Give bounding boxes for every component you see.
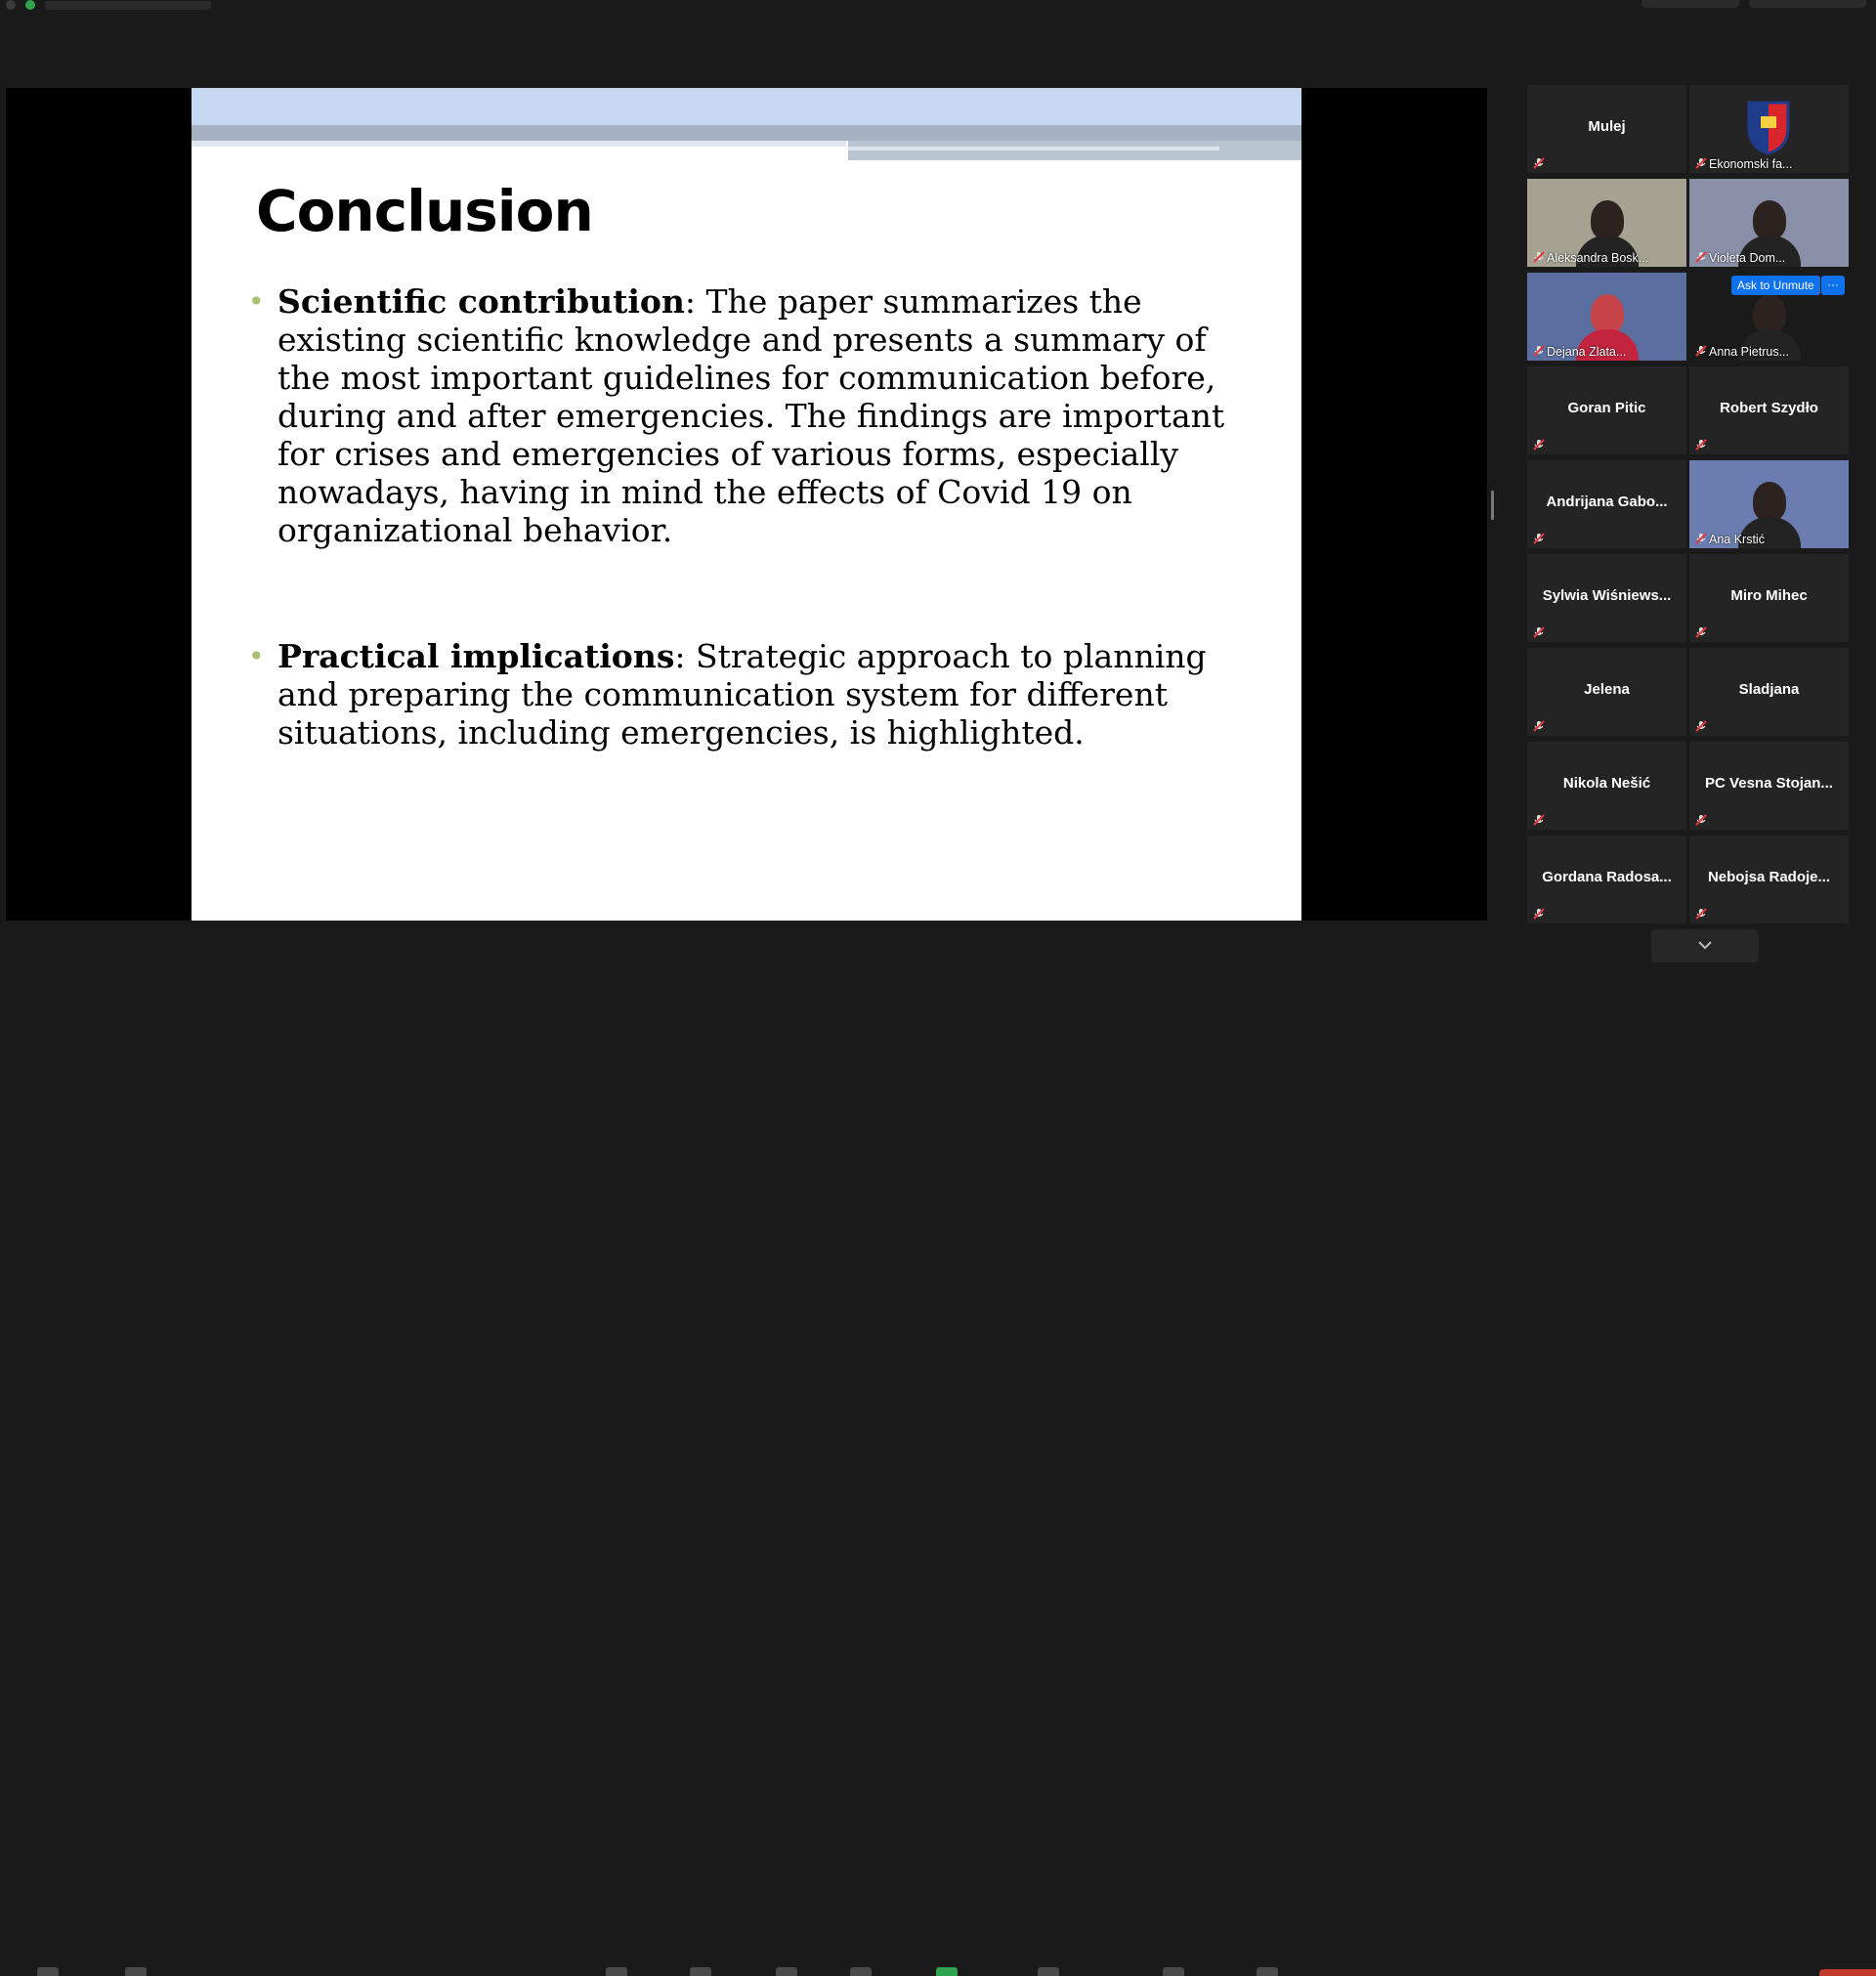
chevron-down-icon xyxy=(1651,929,1759,963)
participant-name: Nikola Nešić xyxy=(1562,775,1651,792)
more-options-button[interactable]: ··· xyxy=(1821,276,1845,295)
muted-mic-icon xyxy=(1694,156,1708,170)
participant-tile[interactable] xyxy=(1527,836,1686,924)
participant-label: Anna Pietrus... xyxy=(1709,345,1789,359)
faculty-crest-icon xyxy=(1743,99,1794,155)
bullet-icon: • xyxy=(248,640,265,672)
muted-mic-icon xyxy=(1532,532,1546,545)
participant-silhouette xyxy=(1753,200,1786,239)
bullet-scientific-contribution xyxy=(248,282,1235,549)
meeting-toolbar xyxy=(0,982,1876,994)
participant-label: Ekonomski fa... xyxy=(1709,157,1793,171)
muted-mic-icon xyxy=(1532,250,1546,264)
speaker-view-button[interactable] xyxy=(1642,0,1739,8)
muted-mic-icon xyxy=(1694,719,1708,733)
exit-full-screen-button[interactable] xyxy=(1749,0,1866,8)
bullet-icon: • xyxy=(248,285,265,318)
shared-screen xyxy=(6,88,1487,921)
bullet-text: : The paper summarizes the existing scientific knowledge and presents a summary of the most important guidelines for communication before, during and after emergencies. The findings are important for crises and emergencies of various forms, especially nowadays, having in mind the effects of Covid 19 on organizational behavior. xyxy=(277,282,1225,549)
reactions-icon[interactable] xyxy=(1257,1967,1278,1976)
participant-silhouette xyxy=(1753,294,1786,333)
muted-mic-icon xyxy=(1694,625,1708,639)
participant-silhouette xyxy=(1591,200,1624,239)
participant-label: Ana Krstić xyxy=(1709,533,1765,546)
participant-tile[interactable] xyxy=(1689,648,1849,736)
muted-mic-icon xyxy=(1694,813,1708,827)
slide-header-highlight xyxy=(848,147,1219,150)
participant-tile[interactable] xyxy=(1527,742,1686,830)
participant-tile[interactable] xyxy=(1689,366,1849,454)
participant-tile[interactable] xyxy=(1527,648,1686,736)
top-left-controls xyxy=(6,0,211,10)
top-right-controls xyxy=(1642,0,1866,8)
participant-tile[interactable] xyxy=(1689,836,1849,924)
participants-icon[interactable] xyxy=(690,1967,711,1976)
participant-name: Sylwia Wiśniews... xyxy=(1542,587,1672,604)
participant-tile[interactable] xyxy=(1689,742,1849,830)
apps-icon[interactable] xyxy=(1163,1967,1184,1976)
muted-mic-icon xyxy=(1694,344,1708,358)
panel-resize-handle[interactable] xyxy=(1491,491,1494,520)
slide-header-band xyxy=(192,88,1301,125)
slide-header-block xyxy=(848,141,1301,160)
slide-header-stripe xyxy=(192,125,1301,141)
participant-tile[interactable] xyxy=(1527,554,1686,642)
participant-name: Mulej xyxy=(1588,118,1626,135)
bullet-heading: Practical implications xyxy=(277,637,675,675)
participant-tile[interactable] xyxy=(1689,460,1849,548)
chat-icon[interactable] xyxy=(776,1967,797,1976)
muted-mic-icon xyxy=(1532,719,1546,733)
participant-silhouette xyxy=(1753,482,1786,521)
participant-tile[interactable] xyxy=(1527,273,1686,361)
participant-label: Aleksandra Bosk... xyxy=(1547,251,1649,265)
security-icon[interactable] xyxy=(606,1967,627,1976)
muted-mic-icon xyxy=(1532,344,1546,358)
ask-to-unmute-button[interactable]: Ask to Unmute xyxy=(1731,276,1820,295)
participant-tile[interactable] xyxy=(1527,460,1686,548)
muted-mic-icon xyxy=(1532,156,1546,170)
slide-title: Conclusion xyxy=(256,178,593,244)
participant-tile[interactable] xyxy=(1527,179,1686,267)
muted-mic-icon xyxy=(1694,532,1708,545)
participant-name: PC Vesna Stojan... xyxy=(1705,775,1833,792)
muted-mic-icon xyxy=(1694,907,1708,921)
participant-label: Dejana Zlata... xyxy=(1547,345,1627,359)
breakout-rooms-icon[interactable] xyxy=(850,1967,872,1976)
bullet-text: : Strategic approach to planning and preparing the communication system for different situations, including emergencies, is highlighted. xyxy=(277,637,1207,752)
participant-silhouette xyxy=(1591,294,1624,333)
security-icon[interactable] xyxy=(6,0,16,10)
participant-name: Miro Mihec xyxy=(1730,587,1808,604)
recording-indicator[interactable] xyxy=(45,1,211,10)
muted-mic-icon xyxy=(1694,438,1708,451)
muted-mic-icon xyxy=(1532,438,1546,451)
presentation-slide xyxy=(192,88,1301,921)
muted-mic-icon xyxy=(1532,625,1546,639)
top-bar xyxy=(0,0,1876,12)
participant-name: Robert Szydło xyxy=(1720,400,1818,416)
mute-icon[interactable] xyxy=(37,1967,59,1976)
share-screen-icon[interactable] xyxy=(936,1967,958,1976)
video-icon[interactable] xyxy=(125,1967,147,1976)
participant-tile[interactable] xyxy=(1689,85,1849,173)
muted-mic-icon xyxy=(1532,907,1546,921)
participant-tile[interactable] xyxy=(1689,179,1849,267)
participant-name: Sladjana xyxy=(1738,681,1800,698)
participant-tile[interactable] xyxy=(1527,85,1686,173)
participant-name: Jelena xyxy=(1584,681,1630,698)
participant-tile[interactable] xyxy=(1527,366,1686,454)
encryption-icon[interactable] xyxy=(25,0,35,10)
participant-label: Violeta Dom... xyxy=(1709,251,1786,265)
muted-mic-icon xyxy=(1694,250,1708,264)
muted-mic-icon xyxy=(1532,813,1546,827)
participant-name: Gordana Radosa... xyxy=(1542,869,1672,885)
participant-name: Andrijana Gabo... xyxy=(1546,494,1668,510)
bullet-heading: Scientific contribution xyxy=(277,282,685,321)
participant-tile[interactable] xyxy=(1689,554,1849,642)
participant-name: Nebojsa Radoje... xyxy=(1707,869,1831,885)
gallery-scroll-down-button[interactable] xyxy=(1651,929,1759,963)
participant-name: Goran Pitic xyxy=(1567,400,1646,416)
end-meeting-button[interactable] xyxy=(1819,1969,1876,1976)
record-icon[interactable] xyxy=(1038,1967,1059,1976)
bullet-practical-implications xyxy=(248,637,1235,752)
slide-header-line xyxy=(192,141,846,147)
